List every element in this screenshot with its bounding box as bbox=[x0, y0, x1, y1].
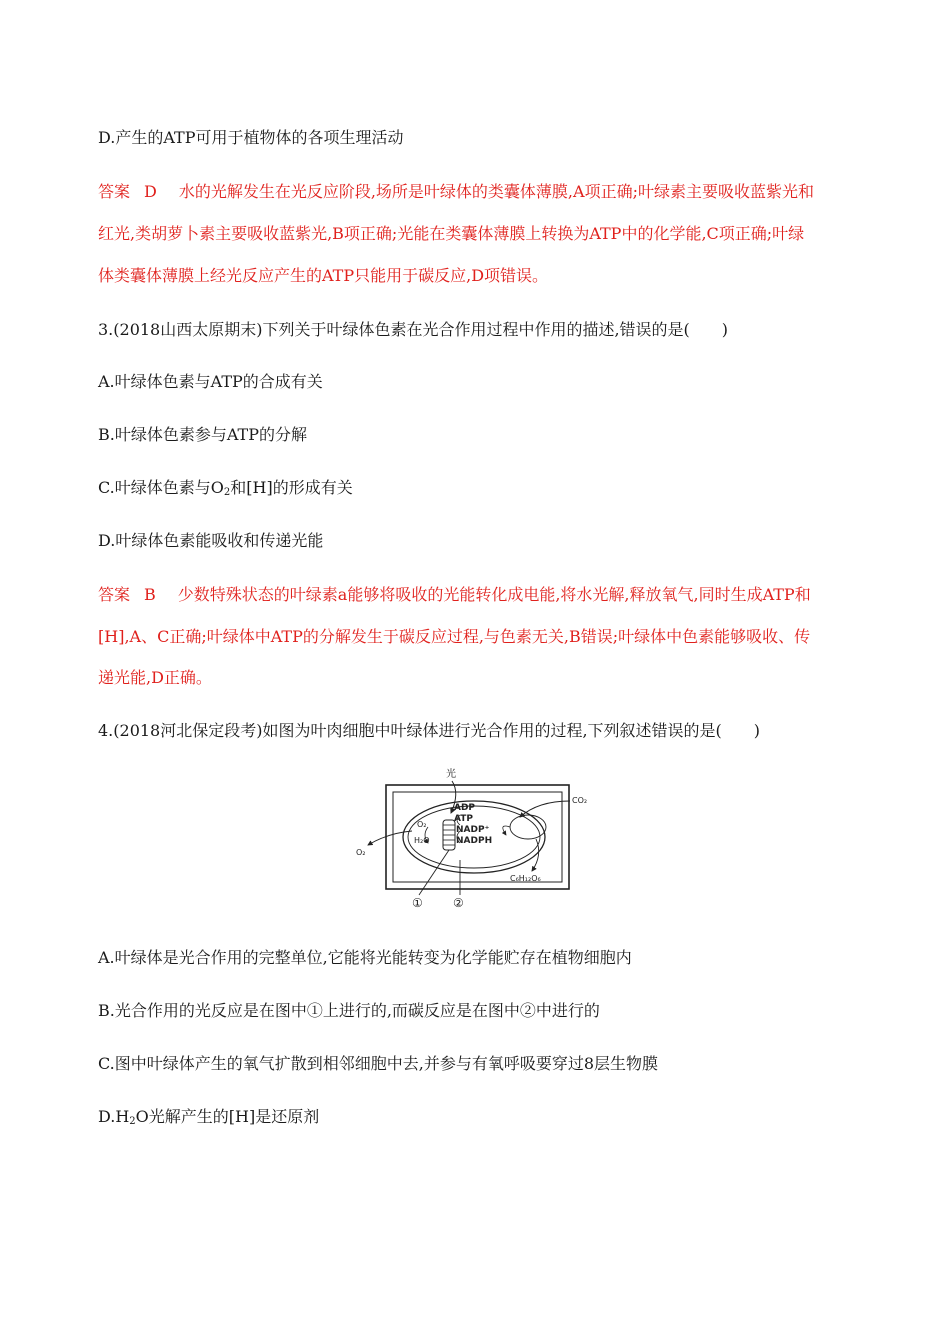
q4-option-d-sub: 2 bbox=[129, 1116, 136, 1127]
label-nadp: NADP⁺ bbox=[456, 825, 490, 835]
q3-stem: 3.(2018山西太原期末)下列关于叶绿体色素在光合作用过程中作用的描述,错误的是( ) bbox=[98, 320, 729, 339]
q4-option-c: C.图中叶绿体产生的氧气扩散到相邻细胞中去,并参与有氧呼吸要穿过8层生物膜 bbox=[98, 1054, 659, 1073]
o2-out-arrow bbox=[368, 831, 412, 845]
label-1: ① bbox=[412, 896, 423, 910]
label-atp: ATP bbox=[454, 814, 474, 824]
answer-letter: B bbox=[144, 585, 156, 604]
q4-option-d bbox=[98, 1106, 319, 1128]
q3-option-c bbox=[98, 477, 353, 499]
grana-stack bbox=[443, 820, 455, 850]
answer-text: 水的光解发生在光反应阶段,场所是叶绿体的类囊体薄膜,A项正确;叶绿素主要吸收蓝紫光和 bbox=[178, 182, 814, 201]
chloroplast-diagram bbox=[348, 765, 608, 915]
label-light: 光 bbox=[446, 769, 456, 780]
calvin-arrow bbox=[503, 826, 510, 835]
q4-option-d-post: O光解产生的[H]是还原剂 bbox=[135, 1107, 320, 1126]
q3-answer-line-3: 递光能,D正确。 bbox=[98, 668, 212, 687]
label-o2-in: O₂ bbox=[417, 820, 427, 829]
label-adp: ADP bbox=[454, 803, 476, 813]
label-nadph: NADPH bbox=[456, 836, 493, 846]
q4-option-d-pre: D.H bbox=[98, 1107, 130, 1126]
label-o2-out: O₂ bbox=[356, 848, 366, 857]
q2-answer-line-3: 体类囊体薄膜上经光反应产生的ATP只能用于碳反应,D项错误。 bbox=[98, 266, 549, 285]
q3-option-c-post: 和[H]的形成有关 bbox=[230, 478, 353, 497]
label-co2: CO₂ bbox=[572, 796, 588, 805]
q2-answer-line-2: 红光,类胡萝卜素主要吸收蓝紫光,B项正确;光能在类囊体薄膜上转换为ATP中的化学能,C项正确;叶绿 bbox=[98, 224, 805, 243]
q3-option-c-sub: 2 bbox=[223, 487, 231, 498]
answer-label: 答案 bbox=[98, 585, 131, 604]
q4-option-a: A.叶绿体是光合作用的完整单位,它能将光能转变为化学能贮存在植物细胞内 bbox=[98, 948, 632, 967]
q2-answer-line-1 bbox=[98, 181, 814, 203]
q4-stem: 4.(2018河北保定段考)如图为叶肉细胞中叶绿体进行光合作用的过程,下列叙述错误的是( ) bbox=[98, 721, 761, 740]
q2-option-d: D.产生的ATP可用于植物体的各项生理活动 bbox=[98, 128, 404, 147]
q3-option-a: A.叶绿体色素与ATP的合成有关 bbox=[98, 372, 323, 391]
answer-text: 少数特殊状态的叶绿素a能够将吸收的光能转化成电能,将水光解,释放氧气,同时生成ATP和 bbox=[177, 585, 811, 604]
q3-answer-line-2: [H],A、C正确;叶绿体中ATP的分解发生于碳反应过程,与色素无关,B错误;叶绿体中色素能够吸收、传 bbox=[98, 627, 811, 646]
label-2: ② bbox=[453, 896, 464, 910]
q4-option-b: B.光合作用的光反应是在图中①上进行的,而碳反应是在图中②中进行的 bbox=[98, 1001, 600, 1020]
label-h2o: H₂O bbox=[414, 836, 430, 845]
answer-label: 答案 bbox=[98, 182, 131, 201]
q3-answer-line-1 bbox=[98, 584, 811, 606]
label-glucose: C₆H₁₂O₆ bbox=[510, 874, 541, 883]
answer-letter: D bbox=[144, 182, 157, 201]
q3-option-c-pre: C.叶绿体色素与O bbox=[98, 478, 224, 497]
q3-option-d: D.叶绿体色素能吸收和传递光能 bbox=[98, 531, 324, 550]
q3-option-b: B.叶绿体色素参与ATP的分解 bbox=[98, 425, 307, 444]
